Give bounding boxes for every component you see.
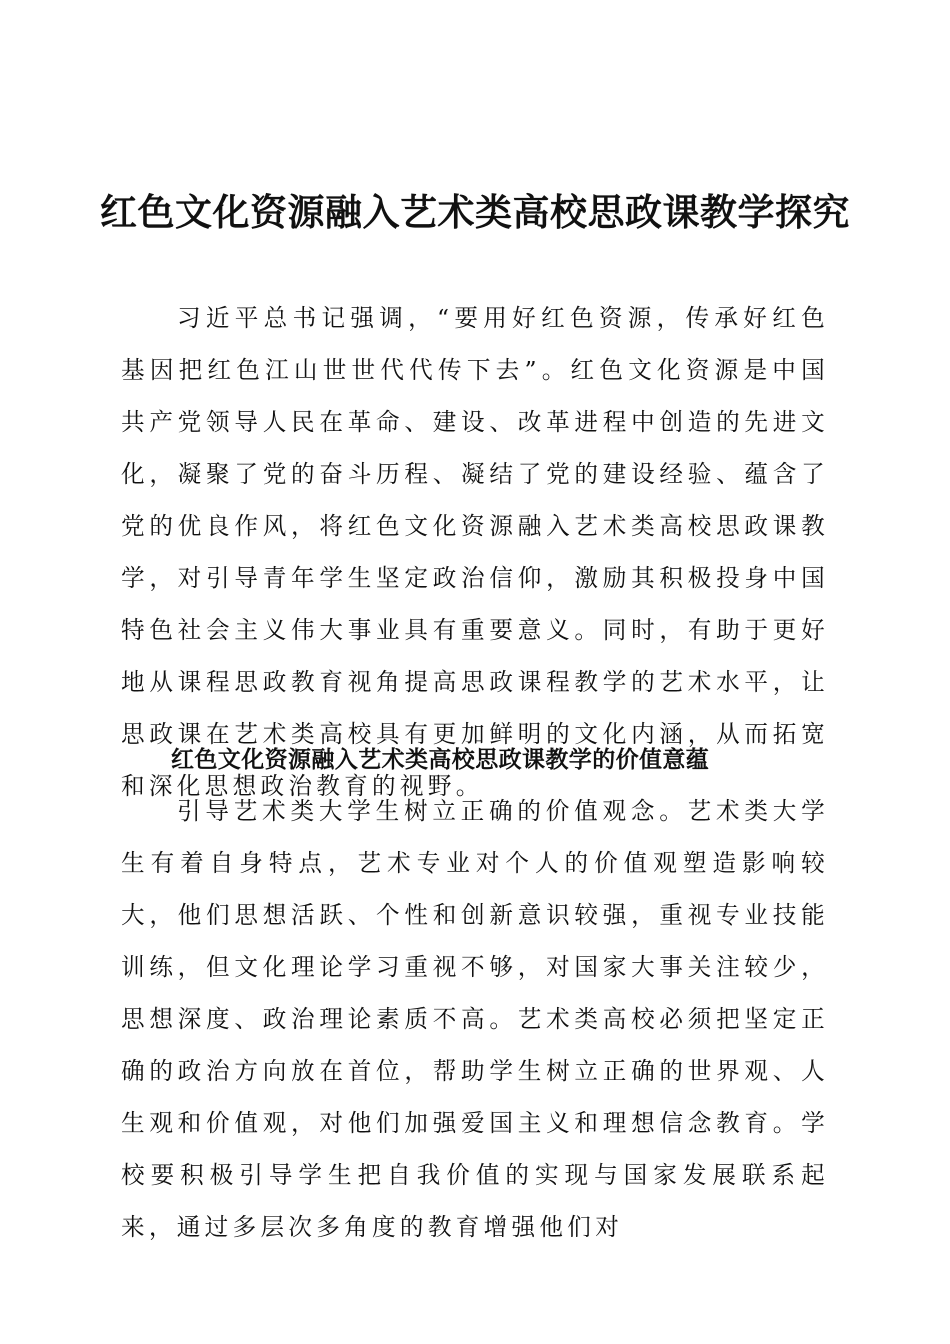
- paragraph-value-guidance: 引导艺术类大学生树立正确的价值观念。艺术类大学生有着自身特点，艺术专业对个人的价值观塑造影响较大，他们思想活跃、个性和创新意识较强，重视专业技能训练，但文化理论学习重视不够，对国家大事关注较少，思想深度、政治理论素质不高。艺术类高校必须把坚定正确的政治方向放在首位，帮助学生树立正确的世界观、人生观和价值观，对他们加强爱国主义和理想信念教育。学校要积极引导学生把自我价值的实现与国家发展联系起来，通过多层次多角度的教育增强他们对: [121, 797, 829, 1241]
- section-heading: 红色文化资源融入艺术类高校思政课教学的价值意蕴: [171, 747, 710, 773]
- document-title: 红色文化资源融入艺术类高校思政课教学探究: [100, 191, 850, 234]
- paragraph-introduction: 习近平总书记强调，“要用好红色资源，传承好红色基因把红色江山世世代代传下去”。红色文化资源是中国共产党领导人民在革命、建设、改革进程中创造的先进文化，凝聚了党的奋斗历程、凝结了党的建设经验、蕴含了党的优良作风，将红色文化资源融入艺术类高校思政课教学，对引导青年学生坚定政治信仰，激励其积极投身中国特色社会主义伟大事业具有重要意义。同时，有助于更好地从课程思政教育视角提高思政课程教学的艺术水平，让思政课在艺术类高校具有更加鲜明的文化内涵，从而拓宽和深化思想政治教育的视野。: [121, 304, 829, 800]
